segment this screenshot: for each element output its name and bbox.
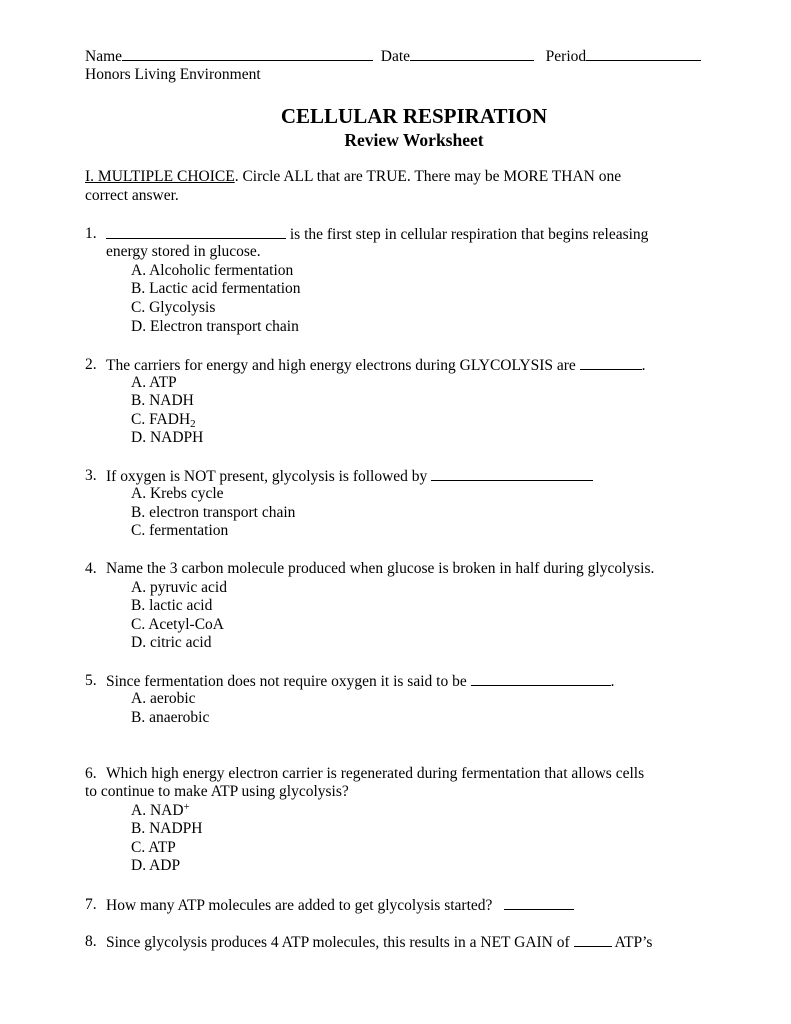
period-blank [586, 47, 701, 61]
question-text: Which high energy electron carrier is regenerated during fermentation that allows cells [106, 765, 645, 782]
option-a: A. Alcoholic fermentation [131, 262, 294, 279]
option-b: B. NADPH [131, 820, 203, 837]
answer-blank [504, 896, 574, 910]
option-d: D. Electron transport chain [131, 318, 299, 335]
course-name: Honors Living Environment [85, 66, 261, 83]
option-c: C. fermentation [131, 522, 229, 539]
question-text: The carriers for energy and high energy electrons during GLYCOLYSIS are . [106, 357, 646, 374]
date-label: Date [380, 48, 411, 65]
section-instructions [85, 168, 621, 187]
question-text: Name the 3 carbon molecule produced when glucose is broken in half during glycolysis. [106, 560, 655, 577]
question-text-continued: to continue to make ATP using glycolysis? [85, 783, 349, 800]
name-label: Name [85, 48, 123, 65]
name-blank [122, 47, 373, 61]
option-b: B. Lactic acid fermentation [131, 280, 301, 297]
option-b: B. electron transport chain [131, 504, 296, 521]
question-text: Since glycolysis produces 4 ATP molecules, this results in a NET GAIN of ATP’s [106, 934, 653, 951]
answer-blank [580, 356, 642, 370]
question-text: Since fermentation does not require oxygen it is said to be . [106, 673, 615, 690]
option-d: D. ADP [131, 857, 181, 874]
option-c: C. $FADH_2$ [131, 411, 196, 430]
option-c: C. Acetyl-CoA [131, 616, 224, 633]
option-d: D. citric acid [131, 634, 212, 651]
question-number: 4. [85, 560, 97, 577]
section-heading: I. MULTIPLE CHOICE [85, 168, 235, 185]
question-text: If oxygen is NOT present, glycolysis is followed by [106, 467, 593, 487]
option-b: B. anaerobic [131, 709, 210, 726]
option-a: A. ATP [131, 374, 177, 391]
question-number: 2. [85, 356, 97, 373]
question-text: How many ATP molecules are added to get glycolysis started? [106, 896, 574, 916]
question-number: 1. [85, 225, 97, 242]
answer-blank [471, 672, 611, 686]
instructions-line-1: . Circle ALL that are TRUE. There may be MORE THAN one [234, 168, 622, 185]
option-a: A. NAD+ [131, 801, 190, 819]
option-a: A. pyruvic acid [131, 579, 227, 596]
option-c: C. ATP [131, 839, 176, 856]
option-d: D. NADPH [131, 429, 204, 446]
question-text: is the first step in cellular respiration that begins releasing [106, 225, 648, 245]
answer-blank [431, 467, 593, 481]
option-c: C. Glycolysis [131, 299, 216, 316]
date-blank [410, 47, 534, 61]
header-fields [85, 47, 701, 67]
option-a: A. Krebs cycle [131, 485, 224, 502]
option-a: A. aerobic [131, 690, 196, 707]
answer-blank [106, 225, 286, 239]
question-number: 5. [85, 672, 97, 689]
period-label: Period [545, 48, 587, 65]
question-number: 3. [85, 467, 97, 484]
answer-blank [574, 933, 612, 947]
page-subtitle: Review Worksheet [344, 130, 484, 150]
question-number: 7. [85, 896, 97, 913]
option-b: B. NADH [131, 392, 194, 409]
question-number: 6. [85, 765, 97, 782]
option-b: B. lactic acid [131, 597, 213, 614]
question-number: 8. [85, 933, 97, 950]
question-text-continued: energy stored in glucose. [106, 243, 261, 260]
instructions-line-2: correct answer. [85, 187, 179, 204]
page-title: CELLULAR RESPIRATION [280, 104, 548, 128]
